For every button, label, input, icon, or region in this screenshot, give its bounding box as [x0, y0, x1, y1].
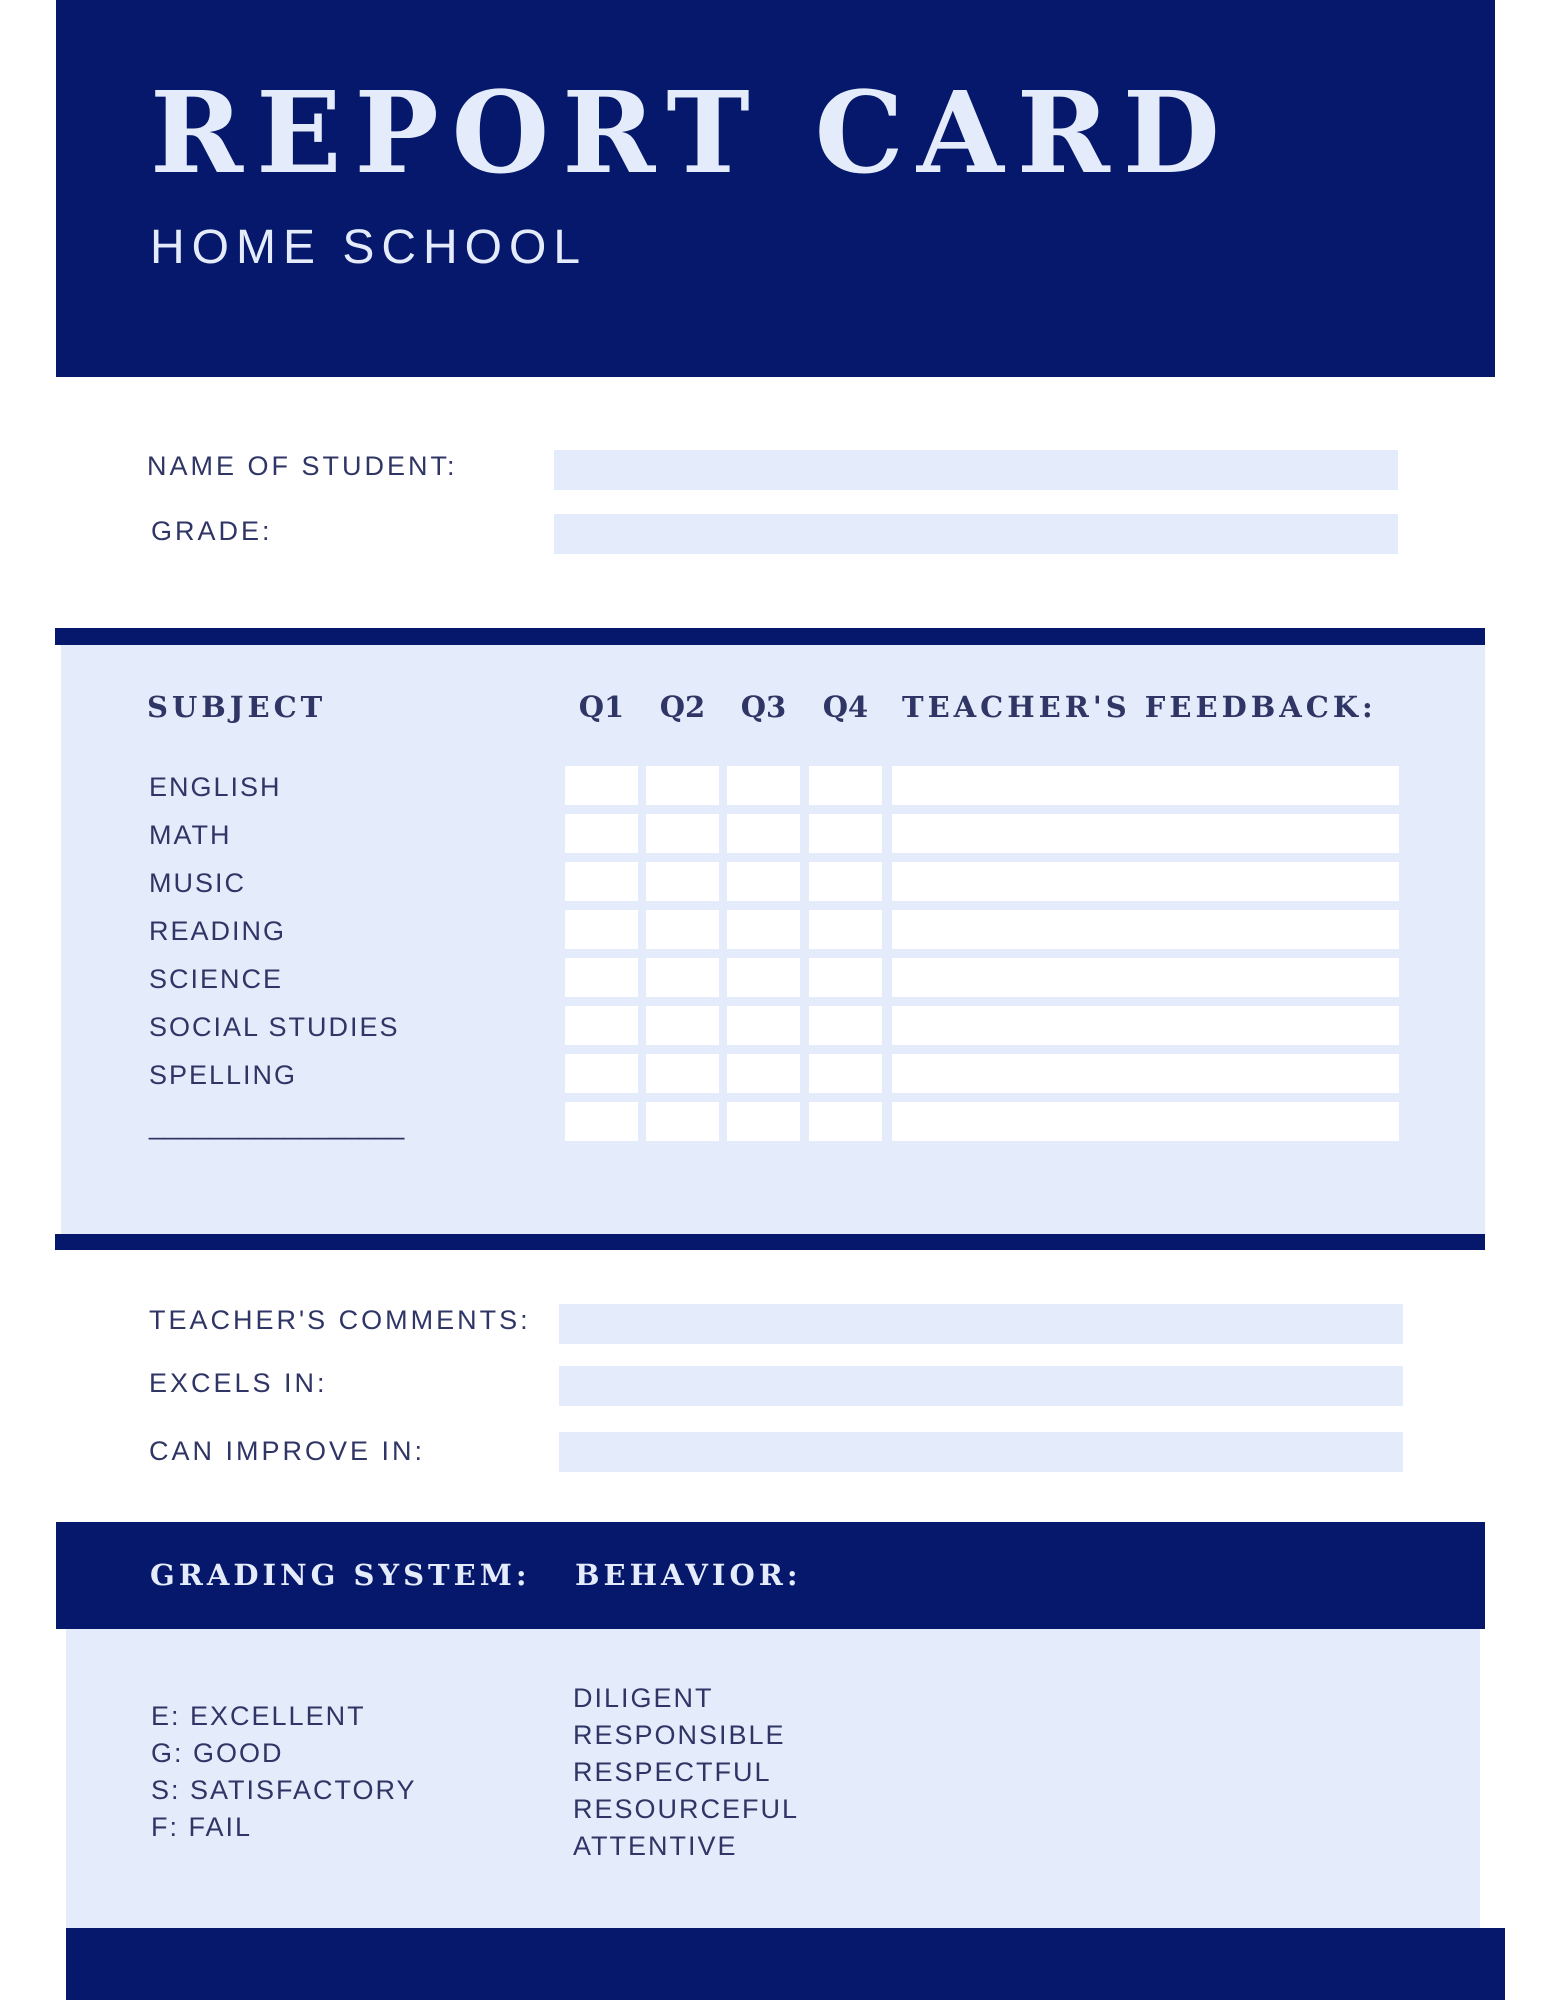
grade-cell-q4[interactable]	[809, 958, 882, 997]
subjects-top-bar	[55, 628, 1485, 645]
page-title: REPORT CARD	[150, 68, 1233, 199]
feedback-cell[interactable]	[892, 1102, 1399, 1141]
subject-label: MUSIC	[149, 868, 246, 898]
grade-cell-q4[interactable]	[809, 766, 882, 805]
grading-item: F: FAIL	[151, 1812, 253, 1842]
feedback-cell[interactable]	[892, 1006, 1399, 1045]
grade-cell-q1[interactable]	[565, 814, 638, 853]
subject-label: ENGLISH	[149, 772, 282, 802]
grade-cell-q3[interactable]	[727, 1006, 800, 1045]
q3-column-header: Q3	[740, 690, 787, 724]
grading-system-heading: GRADING SYSTEM:	[150, 1558, 531, 1592]
grading-item: S: SATISFACTORY	[151, 1775, 417, 1805]
page-subtitle: HOME SCHOOL	[150, 221, 588, 274]
grade-cell-q4[interactable]	[809, 862, 882, 901]
grade-cell-q2[interactable]	[646, 766, 719, 805]
grade-cell-q1[interactable]	[565, 958, 638, 997]
grade-cell-q2[interactable]	[646, 958, 719, 997]
grade-cell-q1[interactable]	[565, 910, 638, 949]
feedback-cell[interactable]	[892, 910, 1399, 949]
grade-field[interactable]	[554, 514, 1398, 554]
q1-column-header: Q1	[578, 690, 625, 724]
behavior-item: RESPONSIBLE	[573, 1720, 786, 1750]
name-of-student-label: NAME OF STUDENT:	[147, 451, 458, 481]
feedback-cell[interactable]	[892, 766, 1399, 805]
behavior-item: ATTENTIVE	[573, 1831, 738, 1861]
subject-label: SOCIAL STUDIES	[149, 1012, 400, 1042]
subject-blank-line: _________________	[149, 1110, 405, 1140]
grade-cell-q2[interactable]	[646, 1102, 719, 1141]
subject-label: READING	[149, 916, 287, 946]
grade-cell-q3[interactable]	[727, 958, 800, 997]
grade-cell-q2[interactable]	[646, 910, 719, 949]
grade-label: GRADE:	[151, 516, 273, 546]
grade-cell-q2[interactable]	[646, 814, 719, 853]
grade-cell-q4[interactable]	[809, 910, 882, 949]
teacher-comments-label: TEACHER'S COMMENTS:	[149, 1305, 531, 1335]
can-improve-in-label: CAN IMPROVE IN:	[149, 1436, 426, 1466]
feedback-cell[interactable]	[892, 814, 1399, 853]
q4-column-header: Q4	[822, 690, 869, 724]
behavior-item: RESPECTFUL	[573, 1757, 772, 1787]
name-of-student-field[interactable]	[554, 450, 1398, 490]
grade-cell-q1[interactable]	[565, 862, 638, 901]
feedback-cell[interactable]	[892, 862, 1399, 901]
grade-cell-q4[interactable]	[809, 1006, 882, 1045]
grade-cell-q1[interactable]	[565, 1054, 638, 1093]
grade-cell-q2[interactable]	[646, 1054, 719, 1093]
excels-in-label: EXCELS IN:	[149, 1368, 328, 1398]
grade-cell-q3[interactable]	[727, 766, 800, 805]
grade-cell-q3[interactable]	[727, 910, 800, 949]
subject-column-header: SUBJECT	[147, 690, 327, 724]
teacher-comments-field[interactable]	[559, 1304, 1403, 1344]
feedback-cell[interactable]	[892, 1054, 1399, 1093]
grade-cell-q2[interactable]	[646, 862, 719, 901]
grade-cell-q3[interactable]	[727, 814, 800, 853]
subject-label: SPELLING	[149, 1060, 298, 1090]
grade-cell-q3[interactable]	[727, 862, 800, 901]
subject-label: MATH	[149, 820, 232, 850]
grade-cell-q4[interactable]	[809, 1054, 882, 1093]
excels-in-field[interactable]	[559, 1366, 1403, 1406]
behavior-heading: BEHAVIOR:	[575, 1558, 802, 1592]
grade-cell-q1[interactable]	[565, 766, 638, 805]
grading-item: G: GOOD	[151, 1738, 284, 1768]
behavior-item: DILIGENT	[573, 1683, 714, 1713]
grade-cell-q3[interactable]	[727, 1102, 800, 1141]
grade-cell-q1[interactable]	[565, 1102, 638, 1141]
grade-cell-q4[interactable]	[809, 814, 882, 853]
feedback-cell[interactable]	[892, 958, 1399, 997]
grade-cell-q4[interactable]	[809, 1102, 882, 1141]
behavior-item: RESOURCEFUL	[573, 1794, 800, 1824]
teacher-feedback-column-header: TEACHER'S FEEDBACK:	[902, 690, 1377, 724]
q2-column-header: Q2	[659, 690, 706, 724]
subjects-bottom-bar	[55, 1234, 1485, 1250]
grade-cell-q3[interactable]	[727, 1054, 800, 1093]
footer-bar	[66, 1928, 1505, 2000]
can-improve-in-field[interactable]	[559, 1432, 1403, 1472]
grade-cell-q2[interactable]	[646, 1006, 719, 1045]
grade-cell-q1[interactable]	[565, 1006, 638, 1045]
subject-label: SCIENCE	[149, 964, 284, 994]
grading-item: E: EXCELLENT	[151, 1701, 366, 1731]
